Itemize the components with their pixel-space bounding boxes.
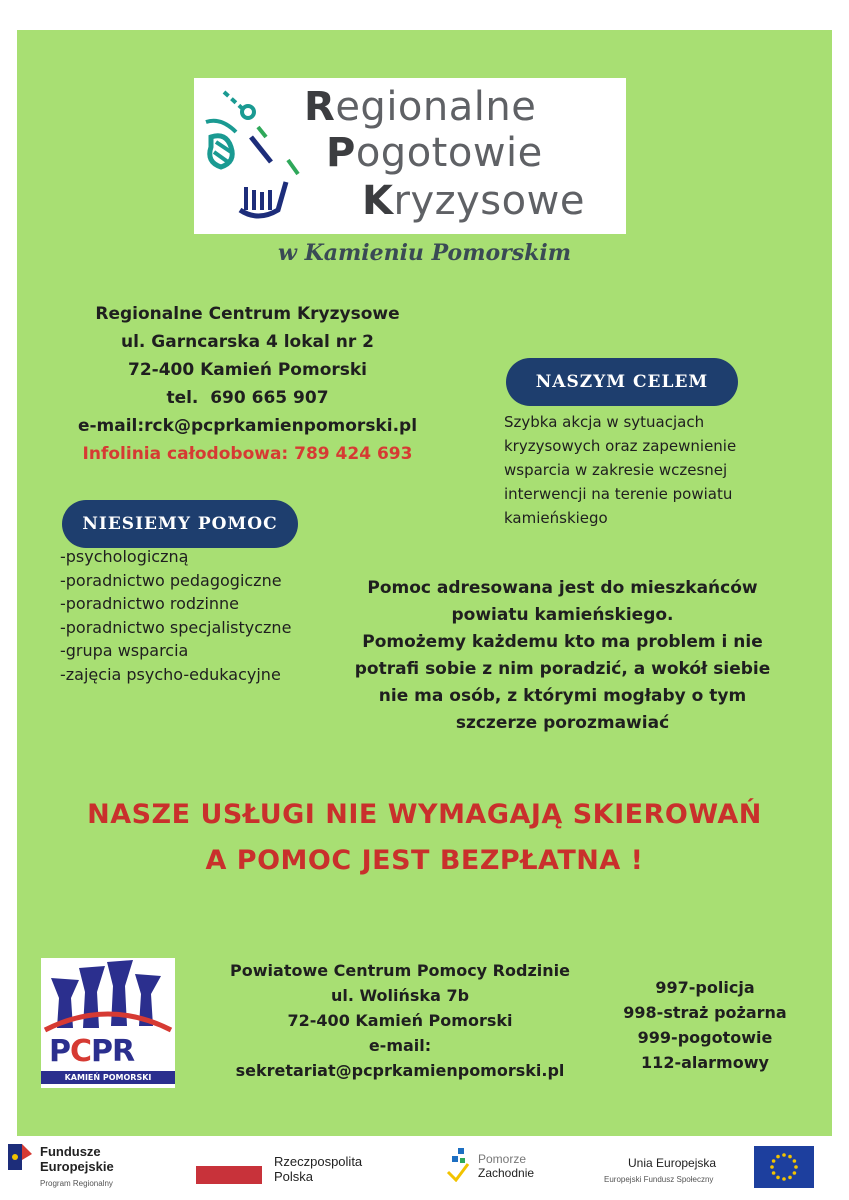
list-item: -poradnictwo pedagogiczne [60,570,282,590]
helping-hands-icon [196,82,306,232]
logo-line-2-rest: ogotowie [355,130,543,176]
emergency-number[interactable]: 112-alarmowy [641,1053,769,1072]
logo-line-3: Kryzysowe [362,178,585,224]
logo-subtitle: w Kamieniu Pomorskim [277,240,572,266]
list-item: -poradnictwo rodzinne [60,594,240,613]
pcpr-line: 72-400 Kamień Pomorski [287,1011,513,1030]
emergency-number[interactable]: 999-pogotowie [637,1028,773,1047]
headline-line-2: A POMOC JEST BEZPŁATNA ! [205,845,644,876]
rp-line: Rzeczpospolita [274,1154,363,1169]
contact-line: ul. Garncarska 4 lokal nr 2 [121,332,374,352]
logo-line-3-rest: ryzysowe [393,178,585,224]
emergency-numbers [605,975,805,1075]
contact-line: Regionalne Centrum Kryzysowe [95,304,400,324]
footer-logos [0,1138,849,1200]
text-line: Pomoc adresowana jest do mieszkańców [367,578,758,598]
emergency-number[interactable]: 998-straż pożarna [623,1003,787,1022]
list-item: -grupa wsparcia [60,641,189,660]
help-list [60,545,291,686]
pcpr-line: Powiatowe Centrum Pomocy Rodzinie [230,961,570,980]
fundusze-europejskie-icon [6,1140,34,1174]
polish-flag-icon [196,1166,262,1184]
people-icon [41,958,175,1038]
pomorze-zachodnie-icon [444,1146,472,1182]
text-line: szczerze porozmawiać [455,713,670,733]
pz-title [478,1152,534,1180]
pz-line: Pomorze [478,1152,527,1166]
help-description [335,575,790,737]
pz-line: Zachodnie [478,1166,535,1180]
pcpr-address [195,958,605,1083]
pcpr-letter: P [49,1034,70,1069]
headline [0,792,849,884]
pcpr-logo [41,958,175,1088]
pcpr-letter-heart: C [70,1034,92,1069]
goal-pill: NASZYM CELEM [506,358,738,406]
fe-title-line: Europejskie [40,1159,114,1174]
logo-line-2: Pogotowie [326,130,543,176]
fe-title [40,1144,114,1174]
list-item: -poradnictwo specjalistyczne [60,617,292,637]
text-line: powiatu kamieńskiego. [451,605,674,625]
text-line: potrafi sobie z nim poradzić, a wokół siebie [354,659,771,679]
text-line: Pomożemy każdemu kto ma problem i nie [362,632,763,652]
rp-title [274,1154,362,1184]
contact-email[interactable]: e-mail:rck@pcprkamienpomorski.pl [77,416,418,436]
ue-title: Unia Europejska [628,1156,717,1170]
contact-line: 72-400 Kamień Pomorski [127,360,368,380]
logo-line-1-rest: egionalne [335,84,537,130]
text-line: nie ma osób, z którymi mogłaby o tym [378,686,747,706]
pcpr-wordmark [49,1034,134,1069]
fe-sub: Program Regionalny [40,1179,113,1188]
pcpr-letter: PR [91,1034,135,1069]
pcpr-logo-sub: KAMIEŃ POMORSKI [41,1071,175,1084]
headline-line-1: NASZE USŁUGI NIE WYMAGAJĄ SKIEROWAŃ [87,799,762,830]
help-pill: NIESIEMY POMOC [62,500,298,548]
fe-title-line: Fundusze [40,1144,101,1159]
list-item: -psychologiczną [60,547,189,566]
hotline[interactable]: Infolinia całodobowa: 789 424 693 [82,444,413,464]
contact-phone[interactable]: tel. 690 665 907 [166,388,329,408]
eu-flag-icon [754,1146,814,1188]
list-item: -zajęcia psycho-edukacyjne [60,664,281,684]
pcpr-email[interactable]: sekretariat@pcprkamienpomorski.pl [235,1061,565,1080]
contact-block [30,300,465,468]
ue-sub: Europejski Fundusz Społeczny [604,1175,714,1184]
pcpr-line: ul. Wolińska 7b [330,986,470,1005]
rp-line: Polska [274,1169,314,1184]
pcpr-line: e-mail: [368,1036,432,1055]
logo-line-1: Regionalne [304,84,537,130]
emergency-number[interactable]: 997-policja [655,978,755,997]
rpk-logo [194,78,626,234]
goal-text: Szybka akcja w sytuacjach kryzysowych oraz zapewnienie wsparcia w zakresie wczesnej interwencji na terenie powiatu kamieńskiego [504,413,737,527]
